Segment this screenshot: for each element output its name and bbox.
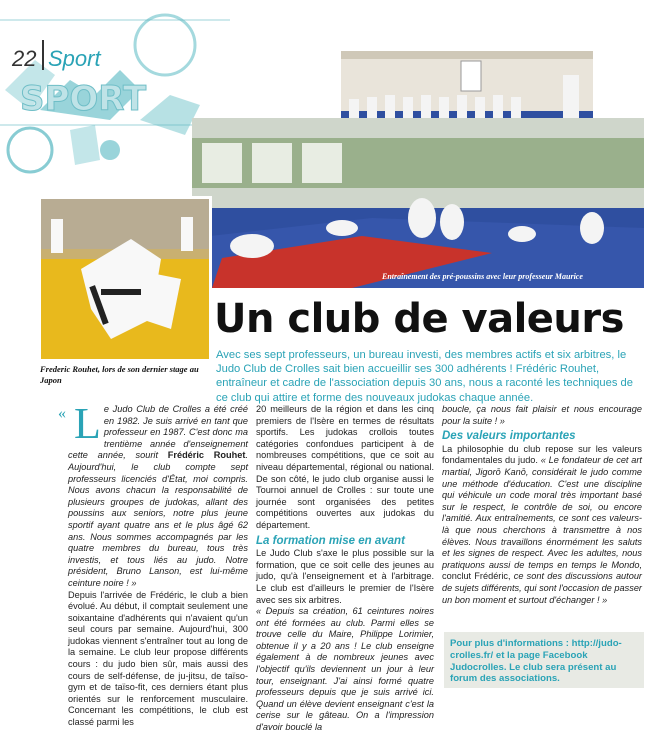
paragraph-text: e Judo Club de Crolles a été créé en 1982. Je suis arrivé en tant que professeur en 1987. C'est donc ma trentième année d'enseignement cette année, sourit	[68, 404, 248, 461]
person-name: Frédéric Rouhet	[167, 450, 246, 461]
paragraph-text: . Aujourd'hui, le club compte sept professeurs licenciés d'État, moi compris. Nous avons chacun la responsabilité de plusieurs groupes de judokas, allant des poussins aux seniors, notre plus jeune sportif ayant quatre ans et le plus âgé 62 ans. Nous sommes accompagnés par les quatre membres du bureau, tous très investis, et tous liés au judo. Notre président, Bruno Lanson, est lui-même ceinture noire ! »	[68, 450, 248, 588]
paragraph-text: La philosophie du club repose sur les valeurs fondamentales du judo.	[442, 443, 642, 466]
article-column-2	[256, 404, 434, 734]
paragraph: Le Judo Club s'axe le plus possible sur la formation, que ce soit celle des jeunes au judo, qu'à l'enseignement et à l'arbitrage. Le club est d'ailleurs le premier de l'Isère avec ses six arbitres.	[256, 548, 434, 605]
section-title: Sport	[48, 46, 101, 71]
drop-cap: L	[74, 399, 101, 448]
photo-training-main	[192, 118, 644, 288]
paragraph: Depuis l'arrivée de Frédéric, le club a bien évolué. Au début, il comptait seulement une soixantaine d'adhérents qui n'avaient qu'un seul cours par semaine. Aujourd'hui, 300 judokas viennent s'entraîner tout au long de la semaine. Le club leur propose différents cours : du judo bien sûr, mais aussi des cours de self-défense, de ju-jitsu, de taïso-gym et de taïso-fit, ces derniers étant plus orientés sur le renforcement musculaire. Concernant les compétitions, le club est classé parmi les	[68, 589, 248, 728]
paragraph-text: ce sont des discussions autour de sujets différents, qui sont l'occasion de passer un bon moment et surtout d'échanger ! »	[442, 571, 642, 605]
paragraph-text: conclut Frédéric,	[442, 571, 514, 582]
photo-frederic-japan	[38, 196, 212, 362]
photo-training-main-image	[192, 118, 644, 288]
paragraph	[442, 444, 642, 606]
subheading: Des valeurs importantes	[442, 430, 576, 443]
quote-mark: «	[58, 405, 66, 422]
paragraph: boucle, ça nous fait plaisir et nous encourage pour la suite ! »	[442, 404, 642, 426]
info-text: Pour plus d'informations : http://judo-crolles.fr/ et la page Facebook Judocrolles. Le club sera présent au forum des associations.	[450, 638, 622, 685]
article-title: Un club de valeurs	[214, 296, 624, 342]
photo-frederic-japan-image	[41, 199, 209, 359]
photo-caption-main: Entraînement des pré-poussins avec leur professeur Maurice	[382, 272, 583, 281]
article-lead: Avec ses sept professeurs, un bureau investi, des membres actifs et six arbitres, le Judo Club de Crolles sait bien accueillir ses 300 adhérents ! Frédéric Rouhet, entraîneur et cadre de l'association depuis 30 ans, nous a raconté les techniques de ce club qui attire et forme des nouveaux judokas chaque année.	[216, 349, 633, 404]
sport-art-word: SPORT	[20, 79, 147, 119]
paragraph-text: « Le fondateur de cet art martial, Jigorō Kanō, considérait le judo comme une méthode d'éducation. C'est une discipline qui véhicule un code moral très important basé sur le respect, le contrôle de soi, ou encore l'amitié. Aux entraînements, ce sont ces valeurs-là que nous cherchons à transmettre à nos élèves. Nous travaillons énormément les saluts et les signes de respect. Avec les adultes, nous pratiquons aussi de temps en temps le Mondo,	[442, 455, 642, 570]
article-column-1	[68, 399, 248, 729]
header-rule	[42, 40, 44, 70]
page-number: 22	[12, 46, 37, 71]
paragraph	[68, 399, 248, 590]
paragraph: « Depuis sa création, 61 ceintures noires ont été formées au club. Parmi elles se trouve celle du Maire, Philippe Lorimier, obtenue il y a 20 ans ! Le club enseigne également à de nombreux jeunes avec l'objectif qu'ils deviennent un jour à leur tour, enseignant. J'ai ainsi formé quatre professeurs depuis que je suis arrivé ici. Quand un élève devient enseignant c'est la cerise sur le gâteau. On a l'impression d'avoir bouclé la	[256, 606, 434, 733]
article-column-3	[442, 404, 642, 606]
photo-caption-left: Frederic Rouhet, lors de son dernier stage au Japon	[40, 364, 199, 385]
subheading: La formation mise en avant	[256, 534, 405, 547]
paragraph: 20 meilleurs de la région et dans les cinq premiers de l'Isère en termes de résultats sportifs. Les judokas crollois toutes catégories confondues participent à de nombreuses compétitions, que ce soit au niveau départemental, régional ou national. De son côté, le judo club organise aussi le Tournoi annuel de Crolles : sur toute une journée sont organisées des petites compétitions ouvertes aux judokas du département.	[256, 404, 434, 530]
